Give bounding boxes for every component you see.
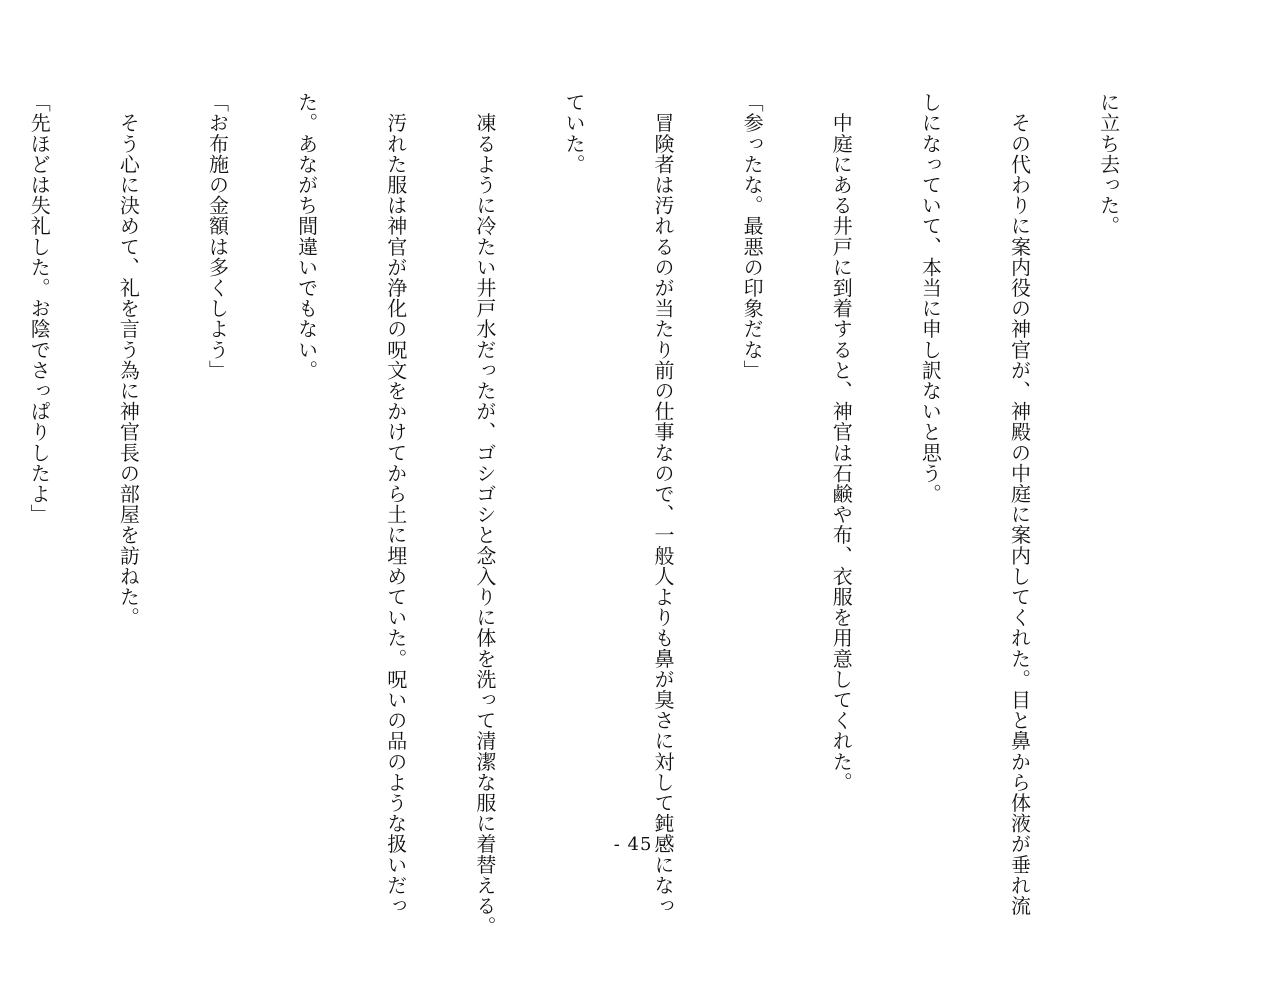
text-line: 「先ほどは失礼した。お陰でさっぱりしたよ」 <box>27 92 52 525</box>
text-line: 冒険者は汚れるのが当たり前の仕事なので、一般人よりも鼻が臭さに対して鈍感になっ <box>651 92 676 916</box>
text-line: 「参ったな。最悪の印象だな」 <box>740 92 765 381</box>
text-line: た。あながち間違いでもない。 <box>294 92 319 381</box>
text-line: 「お布施の金額は多くしよう」 <box>205 92 230 381</box>
page-number: - 45 - <box>613 834 667 855</box>
text-line: に立ち去った。 <box>1096 92 1121 237</box>
text-line: 汚れた服は神官が浄化の呪文をかけてから土に埋めていた。呪いの品のような扱いだっ <box>383 92 408 916</box>
text-line: その代わりに案内役の神官が、神殿の中庭に案内してくれた。目と鼻から体液が垂れ流 <box>1007 92 1032 916</box>
text-line: 凍るように冷たい井戸水だったが、ゴシゴシと念入りに体を洗って清潔な服に着替える。 <box>472 92 497 937</box>
text-line: ていた。 <box>561 92 586 175</box>
text-line: しになっていて、本当に申し訳ないと思う。 <box>918 92 943 504</box>
text-line: そう心に決めて、礼を言う為に神官長の部屋を訪ねた。 <box>116 92 141 628</box>
text-line: 中庭にある井戸に到着すると、神官は石鹸や布、衣服を用意してくれた。 <box>829 92 854 793</box>
